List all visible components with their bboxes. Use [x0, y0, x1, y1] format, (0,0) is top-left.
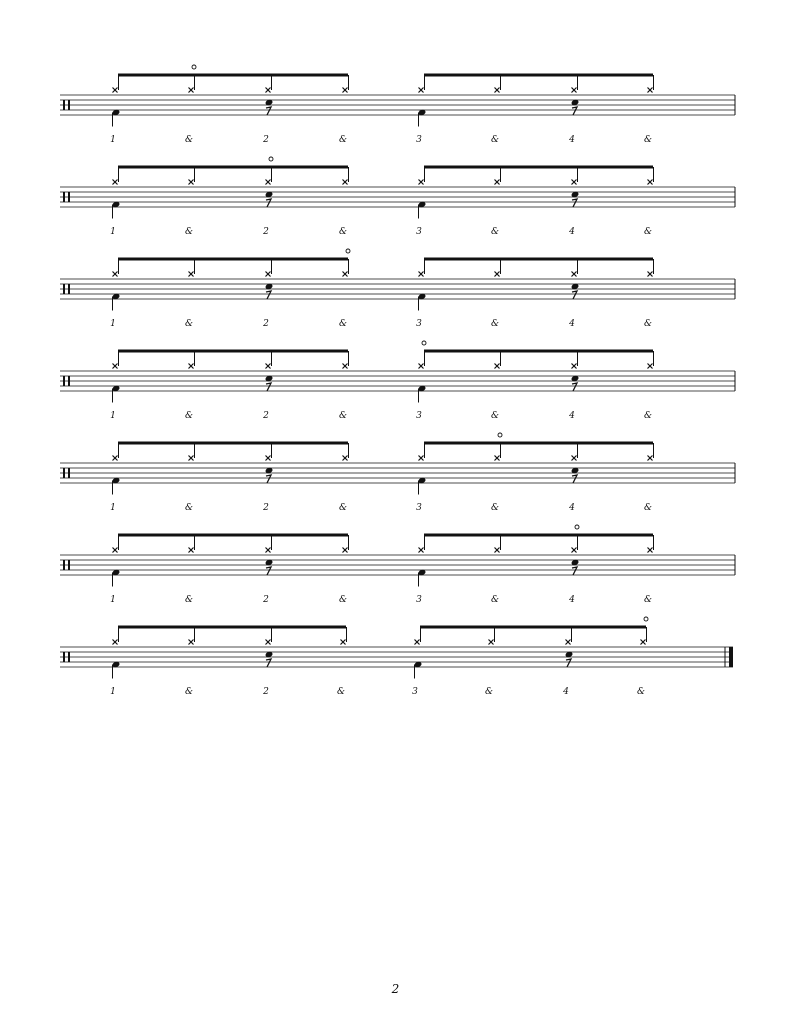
hihat-x-note-icon	[495, 88, 500, 93]
hihat-x-note-icon	[113, 456, 118, 461]
hihat-x-note-icon	[266, 272, 271, 277]
count-label: 1	[110, 227, 116, 237]
hihat-x-note-icon	[113, 364, 118, 369]
hihat-x-note-icon	[572, 88, 577, 93]
hihat-x-note-icon	[572, 272, 577, 277]
hihat-x-note-icon	[419, 180, 424, 185]
count-label: 3	[416, 319, 422, 329]
hihat-x-note-icon	[641, 640, 646, 645]
eighth-rest-icon	[566, 659, 571, 667]
eighth-rest-icon	[266, 383, 271, 391]
count-label: &	[184, 319, 194, 329]
open-hihat-circle-icon	[498, 433, 502, 437]
open-hihat-circle-icon	[422, 341, 426, 345]
count-label: &	[184, 687, 194, 697]
eighth-rest-icon	[266, 291, 271, 299]
hihat-x-note-icon	[113, 180, 118, 185]
count-label: &	[336, 687, 346, 697]
staff-system-4	[60, 341, 735, 421]
hihat-beam	[424, 350, 653, 353]
hihat-x-note-icon	[495, 548, 500, 553]
eighth-rest-icon	[572, 475, 577, 483]
count-label: 3	[416, 135, 422, 145]
count-label: 2	[263, 319, 269, 329]
count-label: &	[184, 227, 194, 237]
staff-system-2	[60, 157, 735, 237]
count-label: &	[484, 687, 494, 697]
hihat-x-note-icon	[266, 548, 271, 553]
open-hihat-circle-icon	[192, 65, 196, 69]
hihat-beam	[118, 442, 348, 445]
count-label: &	[184, 411, 194, 421]
eighth-rest-icon	[572, 383, 577, 391]
count-label: 4	[569, 227, 575, 237]
hihat-beam	[424, 442, 653, 445]
count-label: &	[643, 135, 653, 145]
eighth-rest-icon	[572, 199, 577, 207]
hihat-x-note-icon	[343, 548, 348, 553]
staff-system-6	[60, 525, 735, 605]
count-label: &	[338, 411, 348, 421]
eighth-rest-icon	[266, 567, 271, 575]
count-label: &	[338, 503, 348, 513]
percussion-clef-icon	[63, 560, 65, 570]
eighth-rest-icon	[572, 107, 577, 115]
count-label: &	[184, 503, 194, 513]
count-label: 3	[416, 411, 422, 421]
hihat-beam	[118, 166, 348, 169]
hihat-x-note-icon	[648, 364, 653, 369]
hihat-x-note-icon	[572, 180, 577, 185]
count-label: &	[490, 319, 500, 329]
percussion-clef-icon	[63, 652, 65, 662]
count-label: &	[338, 227, 348, 237]
hihat-x-note-icon	[113, 88, 118, 93]
count-label: 4	[569, 503, 575, 513]
count-label: &	[490, 595, 500, 605]
open-hihat-circle-icon	[346, 249, 350, 253]
hihat-beam	[424, 258, 653, 261]
count-label: &	[490, 411, 500, 421]
hihat-x-note-icon	[113, 640, 118, 645]
open-hihat-circle-icon	[269, 157, 273, 161]
count-label: 4	[569, 319, 575, 329]
count-label: &	[643, 227, 653, 237]
count-label: &	[490, 227, 500, 237]
eighth-rest-icon	[266, 659, 271, 667]
hihat-x-note-icon	[189, 180, 194, 185]
percussion-clef-icon	[63, 468, 65, 478]
count-label: 1	[110, 135, 116, 145]
hihat-x-note-icon	[343, 272, 348, 277]
staff-system-5	[60, 433, 735, 513]
hihat-x-note-icon	[189, 640, 194, 645]
hihat-x-note-icon	[648, 88, 653, 93]
count-label: 4	[569, 135, 575, 145]
eighth-rest-icon	[266, 475, 271, 483]
count-label: 3	[416, 595, 422, 605]
count-label: &	[338, 135, 348, 145]
count-label: 3	[416, 503, 422, 513]
hihat-x-note-icon	[266, 456, 271, 461]
count-label: &	[490, 135, 500, 145]
hihat-x-note-icon	[189, 272, 194, 277]
percussion-clef-icon	[63, 100, 65, 110]
staff-system-7	[60, 617, 733, 697]
hihat-x-note-icon	[343, 456, 348, 461]
percussion-clef-icon	[63, 284, 65, 294]
eighth-rest-icon	[266, 199, 271, 207]
hihat-x-note-icon	[648, 180, 653, 185]
count-label: 1	[110, 687, 116, 697]
count-label: 4	[569, 595, 575, 605]
hihat-beam	[118, 258, 348, 261]
count-label: 3	[416, 227, 422, 237]
hihat-beam	[118, 74, 348, 77]
count-label: 2	[263, 687, 269, 697]
eighth-rest-icon	[266, 107, 271, 115]
staff-system-1	[60, 65, 735, 145]
hihat-x-note-icon	[648, 456, 653, 461]
hihat-x-note-icon	[415, 640, 420, 645]
hihat-x-note-icon	[189, 456, 194, 461]
hihat-beam	[424, 74, 653, 77]
percussion-clef-icon	[63, 376, 65, 386]
hihat-x-note-icon	[341, 640, 346, 645]
percussion-clef-icon	[68, 284, 70, 294]
percussion-clef-icon	[68, 192, 70, 202]
count-label: 1	[110, 595, 116, 605]
count-label: &	[184, 595, 194, 605]
count-label: 1	[110, 319, 116, 329]
eighth-rest-icon	[572, 291, 577, 299]
hihat-x-note-icon	[419, 456, 424, 461]
hihat-x-note-icon	[189, 364, 194, 369]
count-label: &	[490, 503, 500, 513]
hihat-x-note-icon	[572, 364, 577, 369]
count-label: 4	[569, 411, 575, 421]
hihat-x-note-icon	[648, 548, 653, 553]
count-label: 2	[263, 135, 269, 145]
staff-system-3	[60, 249, 735, 329]
hihat-x-note-icon	[266, 364, 271, 369]
percussion-clef-icon	[68, 100, 70, 110]
count-label: 1	[110, 411, 116, 421]
percussion-clef-icon	[63, 192, 65, 202]
open-hihat-circle-icon	[644, 617, 648, 621]
count-label: 2	[263, 227, 269, 237]
hihat-beam	[118, 534, 348, 537]
hihat-x-note-icon	[343, 180, 348, 185]
hihat-x-note-icon	[419, 272, 424, 277]
percussion-clef-icon	[68, 652, 70, 662]
hihat-beam	[118, 626, 346, 629]
count-label: &	[338, 319, 348, 329]
count-label: 4	[563, 687, 569, 697]
count-label: &	[338, 595, 348, 605]
percussion-clef-icon	[68, 376, 70, 386]
open-hihat-circle-icon	[575, 525, 579, 529]
count-label: &	[636, 687, 646, 697]
hihat-x-note-icon	[495, 180, 500, 185]
count-label: &	[643, 411, 653, 421]
hihat-x-note-icon	[266, 88, 271, 93]
hihat-x-note-icon	[572, 548, 577, 553]
hihat-x-note-icon	[495, 364, 500, 369]
eighth-rest-icon	[572, 567, 577, 575]
count-label: &	[643, 595, 653, 605]
count-label: 1	[110, 503, 116, 513]
hihat-x-note-icon	[343, 364, 348, 369]
hihat-x-note-icon	[266, 180, 271, 185]
hihat-beam	[420, 626, 646, 629]
hihat-x-note-icon	[113, 272, 118, 277]
count-label: 2	[263, 411, 269, 421]
hihat-x-note-icon	[419, 88, 424, 93]
hihat-x-note-icon	[566, 640, 571, 645]
hihat-x-note-icon	[495, 272, 500, 277]
hihat-x-note-icon	[113, 548, 118, 553]
hihat-x-note-icon	[648, 272, 653, 277]
hihat-beam	[424, 534, 653, 537]
hihat-x-note-icon	[495, 456, 500, 461]
count-label: 2	[263, 503, 269, 513]
percussion-clef-icon	[68, 468, 70, 478]
hihat-x-note-icon	[572, 456, 577, 461]
page-number: 2	[391, 982, 400, 996]
hihat-x-note-icon	[189, 548, 194, 553]
hihat-x-note-icon	[489, 640, 494, 645]
final-barline-thick	[729, 647, 733, 667]
hihat-x-note-icon	[419, 364, 424, 369]
hihat-beam	[424, 166, 653, 169]
percussion-clef-icon	[68, 560, 70, 570]
hihat-x-note-icon	[343, 88, 348, 93]
count-label: &	[184, 135, 194, 145]
count-label: &	[643, 503, 653, 513]
hihat-x-note-icon	[266, 640, 271, 645]
hihat-beam	[118, 350, 348, 353]
count-label: 2	[263, 595, 269, 605]
count-label: &	[643, 319, 653, 329]
hihat-x-note-icon	[419, 548, 424, 553]
hihat-x-note-icon	[189, 88, 194, 93]
count-label: 3	[412, 687, 418, 697]
